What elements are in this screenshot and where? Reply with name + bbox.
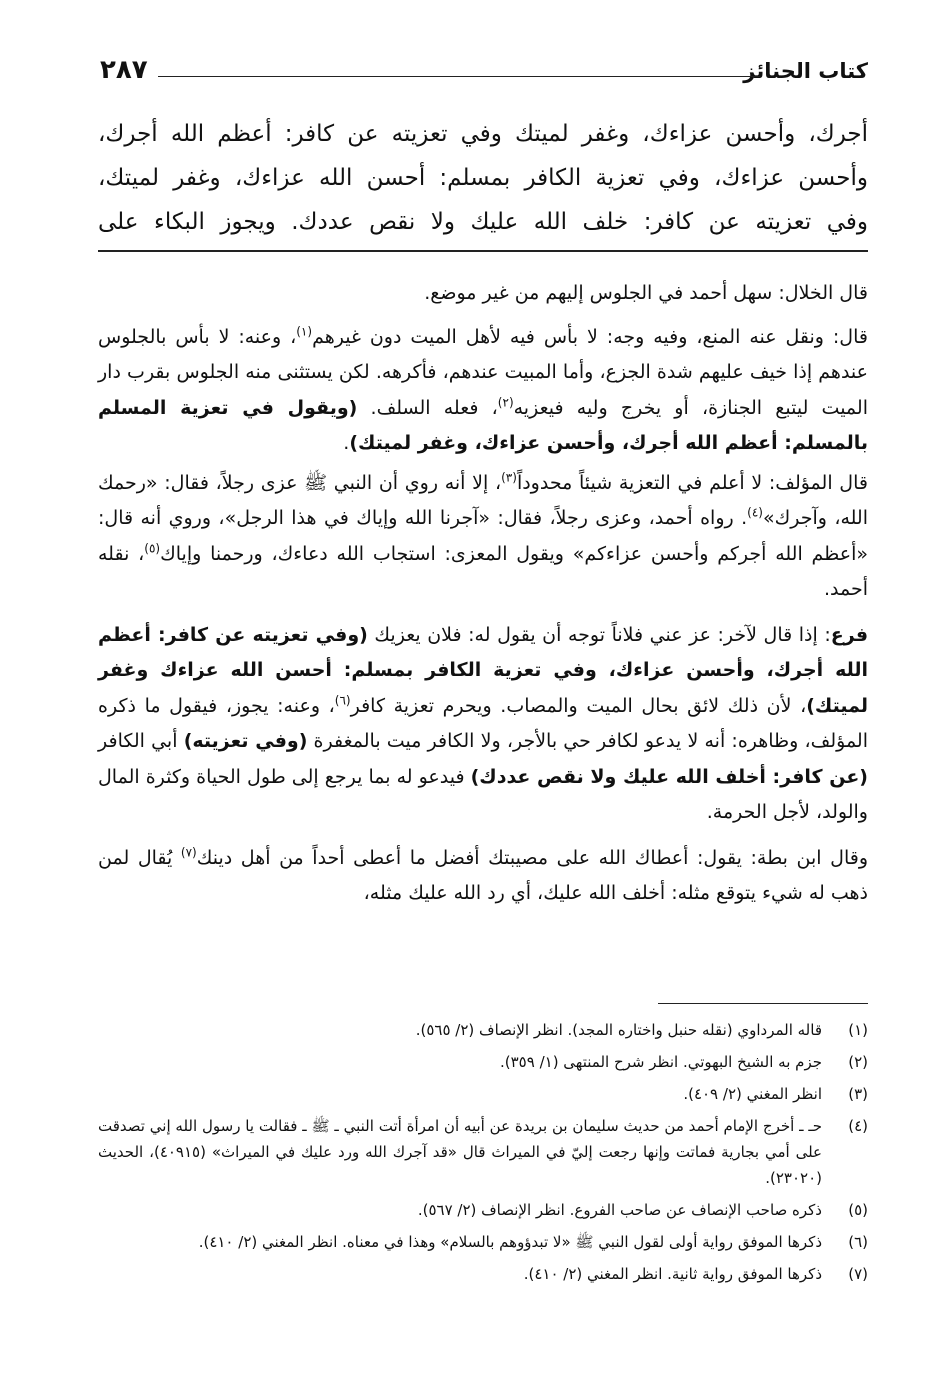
main-text-line: وفي تعزيته عن كافر: خلف الله عليك ولا نقص عددك. ويجوز البكاء على [98, 209, 868, 235]
footnote-text: ذكرها الموفق رواية ثانية. انظر المغني (٢/ ٤١٠). [523, 1265, 822, 1283]
section-label: فرع [830, 623, 869, 646]
commentary-paragraph: وقال ابن بطة: يقول: أعطاك الله على مصيبتك أفضل ما أعطى أحداً من أهل دينك$^{(٧)}$ يُقال لمن ذهب له شيء يتوقع مثله: أخلف الله عليك، أي رد الله عليك مثله، [98, 845, 868, 904]
footnote-text: انظر المغني (٢/ ٤٠٩). [683, 1085, 822, 1103]
page-number: ٢٨٧ [100, 55, 148, 85]
footnote-ref[interactable]: (٤) [747, 505, 763, 520]
footnote-number: (٧) [848, 1265, 868, 1283]
footnote-number: (٦) [848, 1233, 868, 1251]
main-text [98, 112, 868, 244]
footnote-text: ذكره صاحب الإنصاف عن صاحب الفروع. انظر الإنصاف (٢/ ٥٦٧). [417, 1201, 822, 1219]
commentary-paragraph: قال المؤلف: لا أعلم في التعزية شيئاً محدوداً$^{(٣)}$، إلا أنه روي أن النبي ﷺ عزى رجلاً، فقال: «رحمك الله، وآجرك»$^{(٤)}$. رواه أحمد، وعزى رجلاً، فقال: «آجرنا الله وإياك في هذا الرجل»، وروي أنه قال: «أعظم الله أجركم وأحسن عزاءكم» ويقول المعزى: استجاب الله دعاءك، ورحمنا وإياك$^{(٥)}$، نقله أحمد. [98, 470, 868, 600]
footnote-number: (٣) [848, 1085, 868, 1103]
footnote [98, 1113, 868, 1191]
footnote [98, 1017, 868, 1043]
quoted-matn: (عن كافر: أخلف الله عليك ولا نقص عددك) [470, 765, 868, 788]
main-text-line: وأحسن عزاءك، وفي تعزية الكافر بمسلم: أحسن الله عزاءك، وغفر لميتك، [98, 165, 868, 191]
footnote-text: ذكرها الموفق رواية أولى لقول النبي ﷺ «لا تبدؤوهم بالسلام» وهذا في معناه. انظر المغني (٢/ ٤١٠). [198, 1233, 822, 1251]
footnote [98, 1261, 868, 1287]
footnote [98, 1049, 868, 1075]
footnote-ref[interactable]: (١) [296, 324, 313, 339]
quoted-matn: (وفي تعزيته عن كافر: أعظم الله أجرك، وأحسن عزاءك، وفي تعزية الكافر بمسلم: أحسن الله عزاءك وغفر لميتك) [98, 623, 868, 717]
footnote [98, 1229, 868, 1255]
footnote-text: حـ ـ أخرج الإمام أحمد من حديث سليمان بن بريدة عن أبيه أن امرأة أتت النبي ـ ﷺ ـ فقالت يا رسول الله إني تصدقت على أمي بجارية فماتت وإنها رجعت إليّ في الميراث قال «قد آجرك الله ورد عليك في الميراث» (٤٠٩١٥)، الحديث (٢٣٠٢٠). [98, 1117, 822, 1187]
commentary-paragraph: فرع: إذا قال لآخر: عز عني فلاناً توجه أن يقول له: فلان يعزيك (وفي تعزيته عن كافر: أعظم الله أجرك، وأحسن عزاءك، وفي تعزية الكافر بمسلم: أحسن الله عزاءك وغفر لميتك)، لأن ذلك لائق بحال الميت والمصاب. ويحرم تعزية كافر$^{(٦)}$، وعنه: يجوز، فيقول ما ذكره المؤلف، وظاهره: أنه لا يدعو لكافر حي بالأجر، ولا الكافر ميت بالمغفرة (وفي تعزيته) أبي الكافر (عن كافر: أخلف الله عليك ولا نقص عددك) فيدعو له بما يرجع إلى طول الحياة وكثرة المال والولد، لأجل الحرمة. [98, 623, 869, 823]
footnote-number: (٤) [848, 1117, 868, 1135]
footnote-number: (٥) [848, 1201, 868, 1219]
footnote [98, 1081, 868, 1107]
footnote-text: قاله المرداوي (نقله حنبل واختاره المجد). انظر الإنصاف (٢/ ٥٦٥). [415, 1021, 822, 1039]
quoted-matn: (وفي تعزيته) [183, 730, 308, 752]
footnote-ref[interactable]: (٥) [144, 541, 161, 556]
footnote-ref[interactable]: (٢) [497, 395, 514, 410]
commentary-paragraph: قال: ونقل عنه المنع، وفيه وجه: لا بأس فيه لأهل الميت دون غيرهم$^{(١)}$، وعنه: لا بأس بالجلوس عندهم إذا خيف عليهم شدة الجزع، وأما المبيت عندهم، فأكرهه. لكن يستثنى منه الجلوس بقرب دار الميت ليتبع الجنازة، أو يخرج وليه فيعزيه$^{(٢)}$، فعله السلف. (ويقول في تعزية المسلم بالمسلم: أعظم الله أجرك، وأحسن عزاءك، وغفر لميتك). [98, 324, 868, 454]
footnote-number: (١) [848, 1021, 868, 1039]
book-title: كتاب الجنائز [743, 59, 868, 83]
running-header [100, 55, 868, 91]
footnote-ref[interactable]: (٦) [334, 693, 351, 708]
footnote-number: (٢) [848, 1053, 868, 1071]
main-text-line: أجرك، وأحسن عزاءك، وغفر لميتك وفي تعزيته عن كافر: أعظم الله أجرك، [98, 121, 868, 147]
commentary [98, 276, 868, 922]
footnotes [98, 1017, 868, 1293]
header-rule [158, 76, 760, 77]
main-text-separator [98, 250, 868, 252]
quoted-matn: (ويقول في تعزية المسلم بالمسلم: أعظم الله أجرك، وأحسن عزاءك، وغفر لميتك) [98, 396, 868, 454]
footnote-text: جزم به الشيخ البهوتي. انظر شرح المنتهى (١/ ٣٥٩). [500, 1053, 822, 1071]
footnote-ref[interactable]: (٧) [180, 845, 197, 860]
footnote [98, 1197, 868, 1223]
commentary-paragraph: قال الخلال: سهل أحمد في الجلوس إليهم من غير موضع. [424, 282, 868, 304]
footnote-ref[interactable]: (٣) [501, 470, 517, 485]
footnote-separator [658, 1003, 868, 1004]
